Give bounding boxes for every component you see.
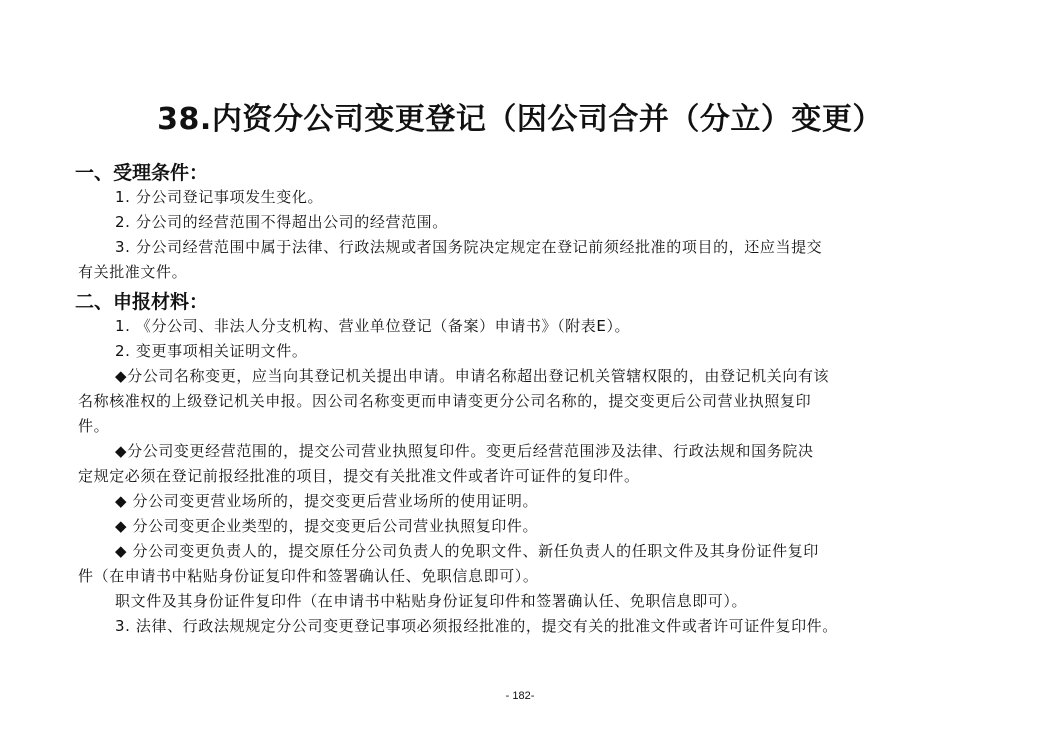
condition-line-3: 3. 分公司经营范围中属于法律、行政法规或者国务院决定规定在登记前须经批准的项目的，还应当提交 xyxy=(115,238,823,256)
material-name-change-line-1: ◆分公司名称变更，应当向其登记机关提出申请。申请名称超出登记机关管辖权限的，由登记机关向有该 xyxy=(115,367,830,385)
material-manager-change-line-1: ◆ 分公司变更负责人的，提交原任分公司负责人的免职文件、新任负责人的任职文件及其身份证件复印 xyxy=(115,542,819,560)
material-name-change-line-2: 名称核准权的上级登记机关申报。因公司名称变更而申请变更分公司名称的，提交变更后公司营业执照复印 xyxy=(78,392,812,410)
material-type-change-line: ◆ 分公司变更企业类型的，提交变更后公司营业执照复印件。 xyxy=(115,517,539,535)
condition-line-1: 1. 分公司登记事项发生变化。 xyxy=(115,188,324,206)
condition-line-2: 2. 分公司的经营范围不得超出公司的经营范围。 xyxy=(115,213,448,231)
material-line-1: 1. 《分公司、非法人分支机构、营业单位登记（备案）申请书》（附表E）。 xyxy=(115,317,631,335)
material-line-3: 3. 法律、行政法规规定分公司变更登记事项必须报经批准的，提交有关的批准文件或者许可证件复印件。 xyxy=(115,617,838,635)
material-manager-change-line-3: 职文件及其身份证件复印件（在申请书中粘贴身份证复印件和签署确认任、免职信息即可）。 xyxy=(115,592,748,610)
material-name-change-line-3: 件。 xyxy=(78,417,110,435)
material-line-2: 2. 变更事项相关证明文件。 xyxy=(115,342,308,360)
material-manager-change-line-2: 件（在申请书中粘贴身份证复印件和签署确认任、免职信息即可）。 xyxy=(78,567,539,585)
page-number: - 182- xyxy=(505,690,535,702)
section-heading-application-materials: 二、申报材料： xyxy=(75,291,209,313)
material-place-change-line: ◆ 分公司变更营业场所的，提交变更后营业场所的使用证明。 xyxy=(115,492,539,510)
material-scope-change-line-2: 定规定必须在登记前报经批准的项目，提交有关批准文件或者许可证件的复印件。 xyxy=(78,467,640,485)
condition-line-3-continued: 有关批准文件。 xyxy=(78,263,188,281)
section-heading-acceptance-conditions: 一、受理条件： xyxy=(75,162,209,184)
material-scope-change-line-1: ◆分公司变更经营范围的，提交公司营业执照复印件。变更后经营范围涉及法律、行政法规和国务院决 xyxy=(115,442,814,460)
page-title: 38.内资分公司变更登记（因公司合并（分立）变更） xyxy=(157,102,883,137)
